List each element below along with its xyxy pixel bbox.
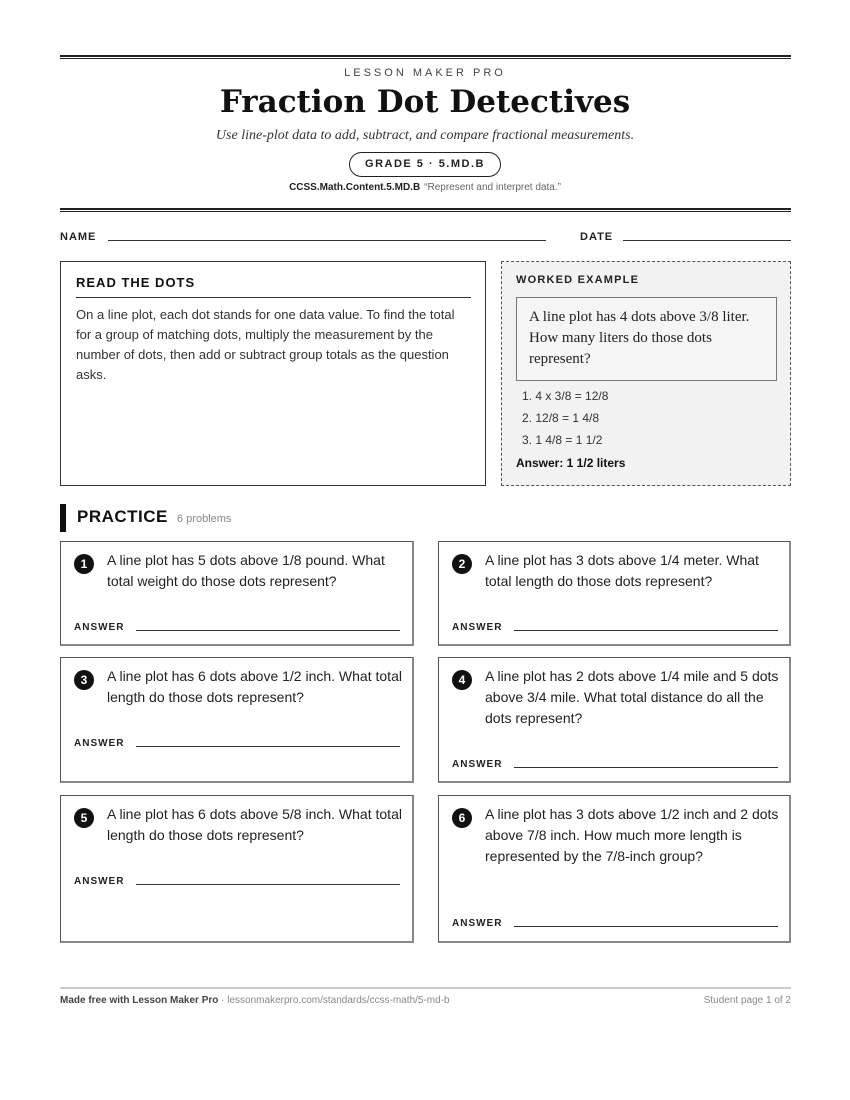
- answer-field[interactable]: [514, 630, 778, 631]
- date-field[interactable]: [623, 240, 791, 241]
- brand-name: LESSON MAKER PRO: [344, 67, 506, 79]
- worked-step: 2. 12/8 = 1 4/8: [522, 411, 600, 425]
- answer-label: ANSWER: [452, 759, 503, 770]
- problem-text: A line plot has 2 dots above 1/4 mile and 5 dots above 3/4 mile. What total distance do all the dots represent?: [485, 668, 779, 726]
- standard-description: “Represent and interpret data.”: [424, 182, 561, 193]
- problem-text: A line plot has 6 dots above 5/8 inch. What total length do those dots represent?: [107, 806, 402, 843]
- problem-card-2: [438, 541, 791, 646]
- practice-count: 6 problems: [177, 513, 232, 525]
- page-subtitle: Use line-plot data to add, subtract, and compare fractional measurements.: [215, 128, 635, 143]
- standard-code: CCSS.Math.Content.5.MD.B: [289, 182, 421, 193]
- problem-number-badge: 2: [452, 554, 472, 574]
- standard-line: [0, 182, 850, 193]
- worked-step: 3. 1 4/8 = 1 1/2: [522, 433, 603, 447]
- worked-example-steps: [522, 385, 608, 451]
- answer-field[interactable]: [514, 767, 778, 768]
- problem-card-6: [438, 795, 791, 943]
- problem-text: A line plot has 3 dots above 1/2 inch and 2 dots above 7/8 inch. How much more length is represented by the 7/8-inch group?: [485, 806, 779, 864]
- worked-example-panel: [501, 261, 791, 486]
- date-label: DATE: [580, 231, 614, 243]
- problem-text: A line plot has 3 dots above 1/4 meter. What total length do those dots represent?: [485, 552, 759, 589]
- problem-number-badge: 1: [74, 554, 94, 574]
- footer-url[interactable]: · lessonmakerpro.com/standards/ccss-math/5-md-b: [218, 995, 450, 1006]
- problem-card-1: [60, 541, 414, 646]
- problem-number-badge: 4: [452, 670, 472, 690]
- problem-card-5: [60, 795, 414, 943]
- problem-number-badge: 6: [452, 808, 472, 828]
- answer-label: ANSWER: [74, 876, 125, 887]
- footer-page-number: Student page 1 of 2: [703, 995, 791, 1006]
- answer-field[interactable]: [136, 746, 400, 747]
- problem-text: A line plot has 5 dots above 1/8 pound. What total weight do those dots represent?: [107, 552, 385, 589]
- footer-made-with: Made free with Lesson Maker Pro: [60, 995, 219, 1006]
- answer-field[interactable]: [136, 630, 400, 631]
- answer-label: ANSWER: [74, 622, 125, 633]
- top-rule: [60, 55, 791, 59]
- problem-number-badge: 5: [74, 808, 94, 828]
- worked-example-prompt: A line plot has 4 dots above 3/8 liter. How many liters do those dots represent?: [516, 297, 777, 381]
- read-the-dots-panel: [60, 261, 486, 486]
- practice-accent-bar: [60, 504, 66, 532]
- read-the-dots-body: On a line plot, each dot stands for one data value. To find the total for a group of matching dots, multiply the measurement by the number of dots, then add or subtract group totals as the question asks.: [76, 307, 455, 382]
- problem-number-badge: 3: [74, 670, 94, 690]
- answer-label: ANSWER: [452, 918, 503, 929]
- problem-text: A line plot has 6 dots above 1/2 inch. What total length do those dots represent?: [107, 668, 402, 705]
- worked-example-answer: Answer: 1 1/2 liters: [516, 456, 626, 470]
- worked-example-title: WORKED EXAMPLE: [516, 274, 640, 286]
- worked-step: 1. 4 x 3/8 = 12/8: [522, 389, 609, 403]
- name-field[interactable]: [108, 240, 546, 241]
- practice-title: PRACTICE: [77, 507, 168, 526]
- divider: [76, 297, 471, 298]
- read-the-dots-title: READ THE DOTS: [76, 275, 196, 290]
- problem-card-4: [438, 657, 791, 783]
- header-bottom-rule: [60, 208, 791, 212]
- footer-rule: [60, 987, 791, 989]
- problem-card-3: [60, 657, 414, 783]
- answer-field[interactable]: [136, 884, 400, 885]
- answer-label: ANSWER: [74, 738, 125, 749]
- name-label: NAME: [60, 231, 97, 243]
- answer-label: ANSWER: [452, 622, 503, 633]
- answer-field[interactable]: [514, 926, 778, 927]
- grade-badge: GRADE 5 · 5.MD.B: [349, 152, 501, 177]
- page-title: Fraction Dot Detectives: [219, 84, 631, 120]
- footer-credit: [60, 995, 450, 1006]
